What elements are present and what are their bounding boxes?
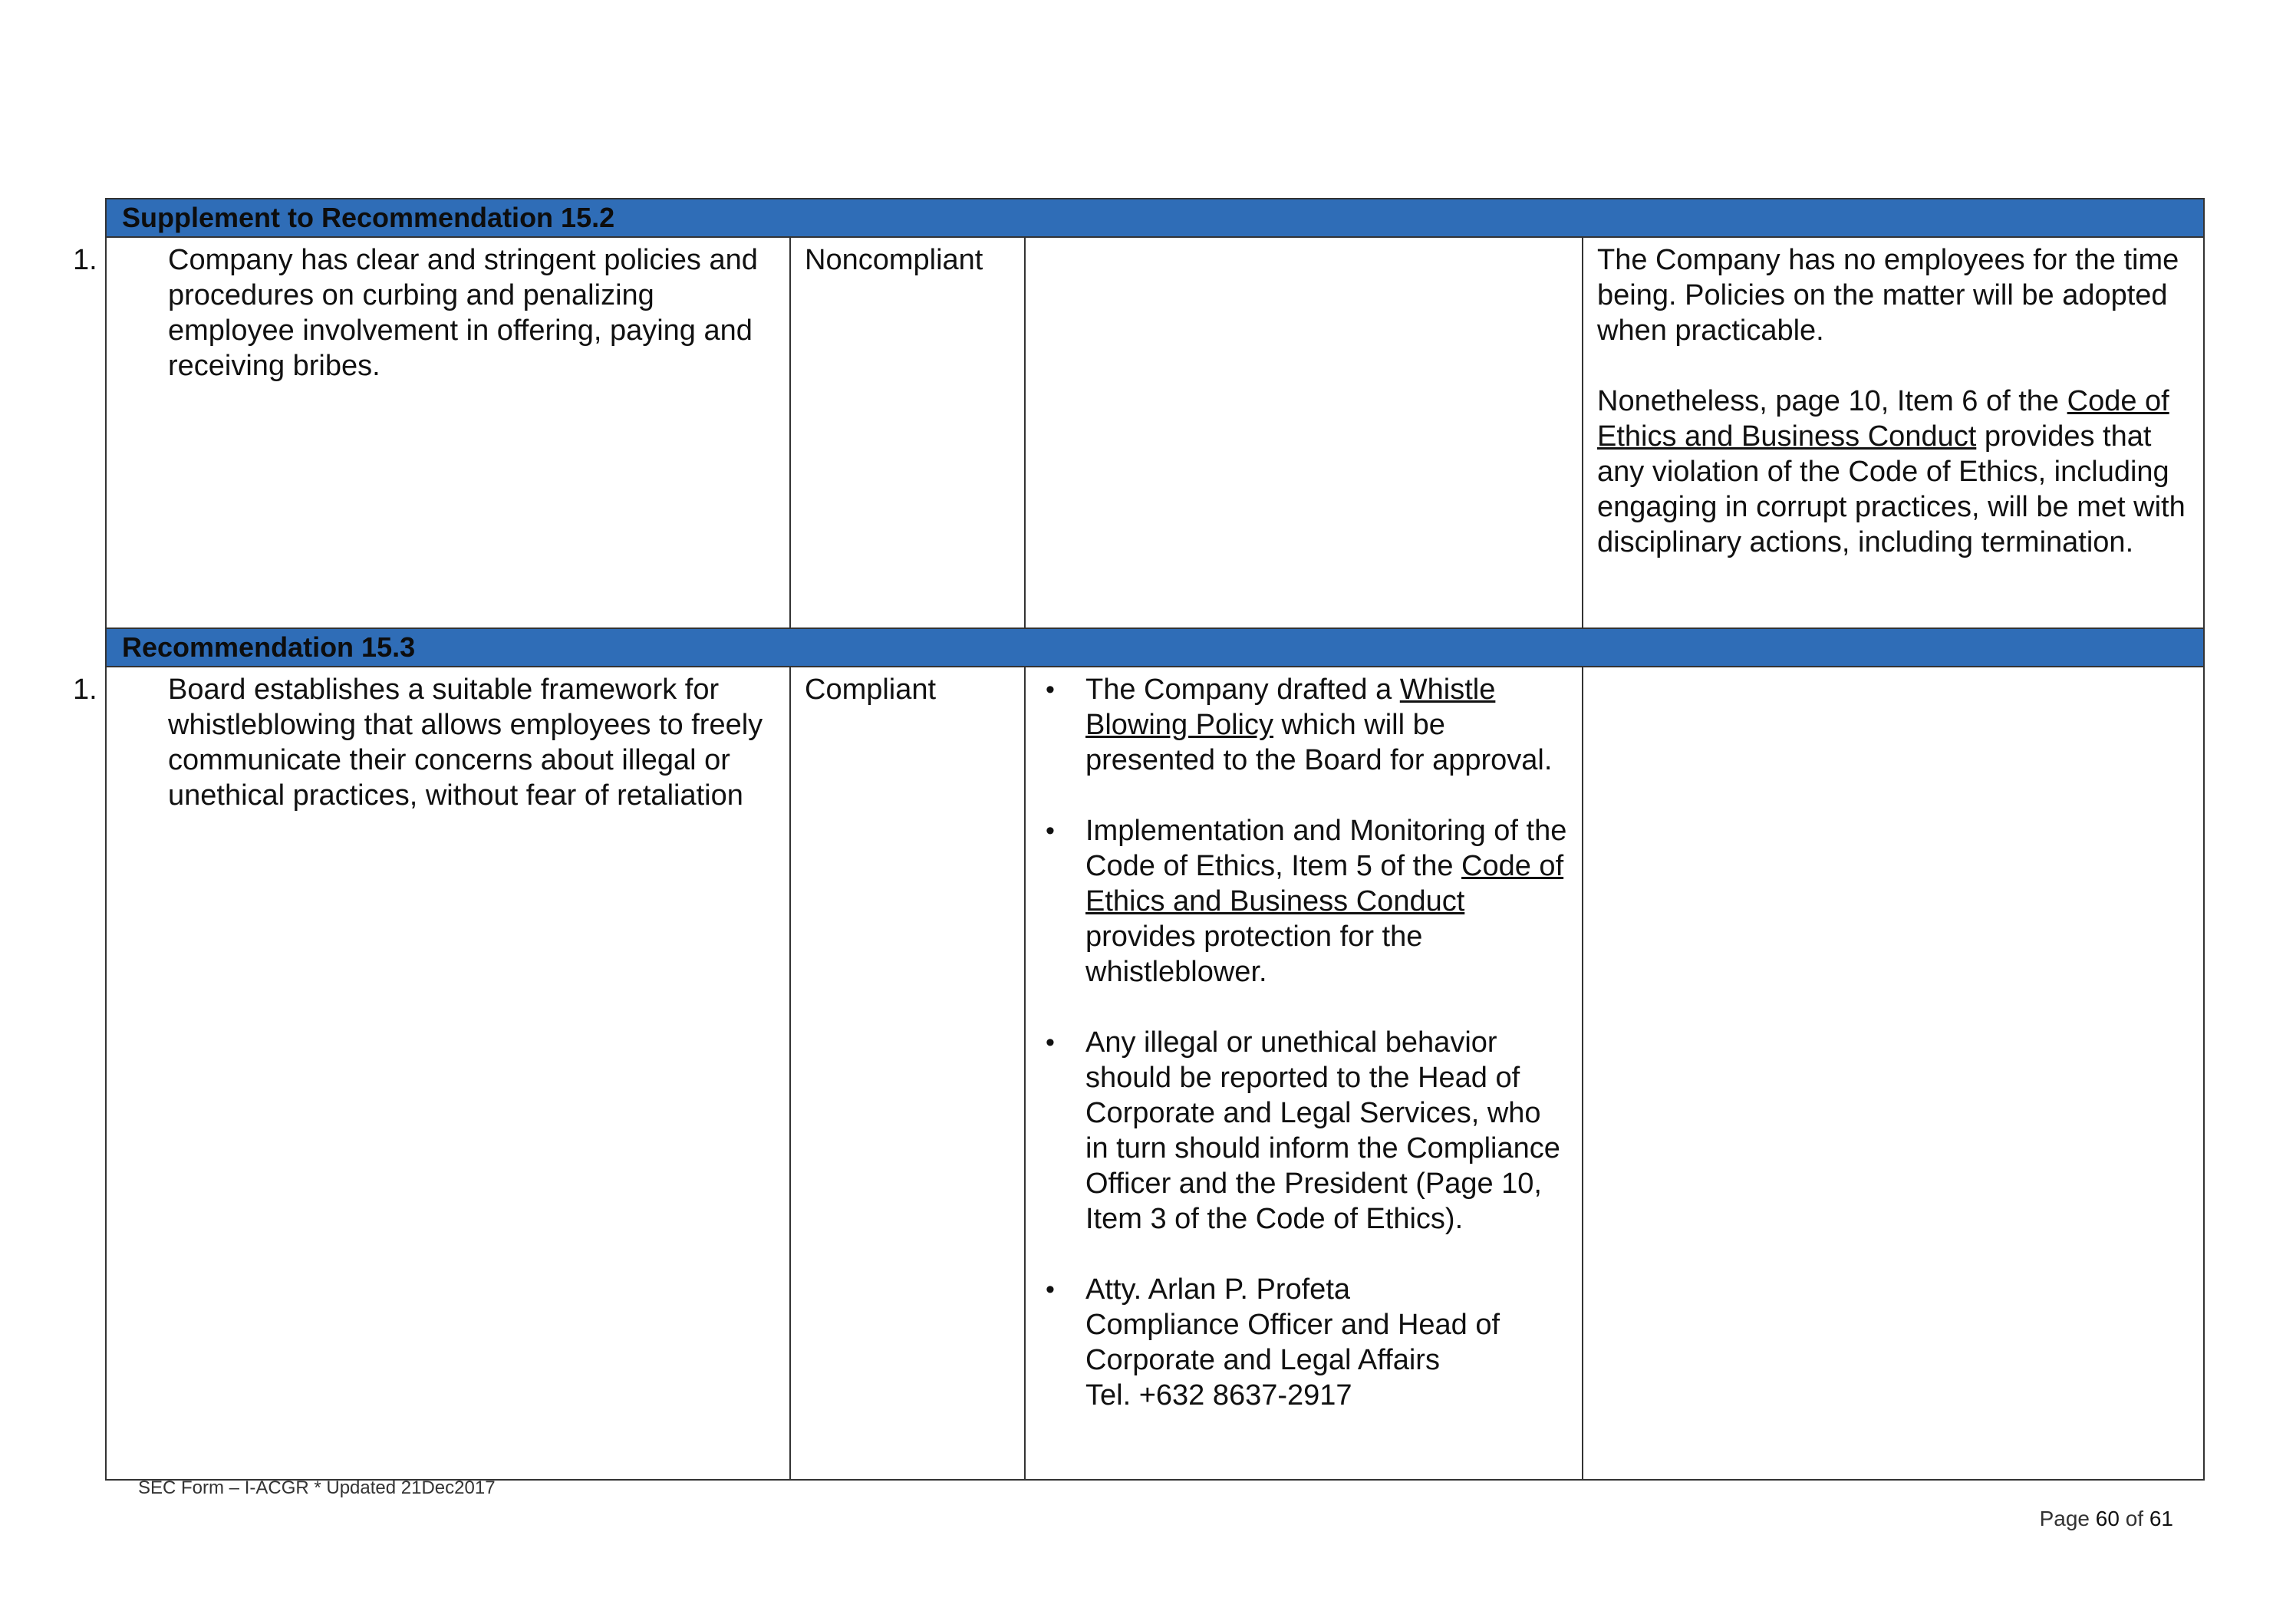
explanation-paragraph [1597, 384, 2189, 560]
acgr-table-page [73, 198, 2203, 1481]
explanation-text: provides that any violation of the Code of Ethics, including engaging in corrupt practices, will be met with disciplinary actions, including termination. [1597, 420, 2186, 558]
page-number [2040, 1507, 2173, 1531]
code-of-ethics-link[interactable]: Code of Ethics and Business Conduct [1085, 850, 1564, 917]
item-number: 1. [73, 244, 97, 276]
item-number: 1. [73, 674, 97, 706]
page-label: Page [2039, 1507, 2096, 1530]
bullet-text: The Company drafted a [1085, 674, 1400, 706]
list-item [1039, 672, 1568, 778]
list-item [1039, 1272, 1568, 1413]
details-list [1039, 672, 1568, 1413]
status-cell: Noncompliant [790, 237, 1025, 628]
contact-name: • Atty. Arlan P. Profeta [1085, 1273, 1351, 1306]
page-current: 60 [2095, 1507, 2120, 1530]
section-header-row [106, 628, 2204, 667]
details-cell [1025, 237, 1583, 628]
explanation-cell [1583, 237, 2204, 628]
section-header-row [106, 199, 2204, 237]
list-item [1039, 813, 1568, 990]
explanation-cell [1583, 667, 2204, 1480]
table-row [106, 237, 2204, 628]
contact-title: Compliance Officer and Head of Corporate and Legal Affairs [1085, 1309, 1500, 1376]
section-heading: Supplement to Recommendation 15.2 [106, 199, 2204, 237]
contact-phone: Tel. +632 8637-2917 [1085, 1379, 1352, 1412]
details-cell [1025, 667, 1583, 1480]
whistle-blowing-policy-link[interactable]: Whistle Blowing Policy [1085, 674, 1496, 741]
recommendation-cell [73, 667, 790, 1480]
bullet-text: Implementation and Monitoring of the Code of Ethics, Item 5 of the [1085, 815, 1567, 882]
explanation-paragraph: The Company has no employees for the time being. Policies on the matter will be adopted when practicable. [1597, 244, 2179, 347]
section-heading: Recommendation 15.3 [106, 628, 2204, 667]
form-footer: SEC Form – I-ACGR * Updated 21Dec2017 [138, 1477, 496, 1498]
page-total: 61 [2149, 1507, 2173, 1530]
table-row [106, 667, 2204, 1480]
recommendation-text: Company has clear and stringent policies and procedures on curbing and penalizing employee involvement in offering, paying and receiving bribes. [168, 244, 758, 382]
page-of-label: of [2119, 1507, 2149, 1530]
bullet-text: provides protection for the whistleblower. [1085, 921, 1423, 988]
compliance-table [73, 198, 2205, 1481]
recommendation-cell [73, 237, 790, 628]
bullet-text: which will be presented to the Board for approval. [1085, 709, 1553, 776]
status-cell: Compliant [790, 667, 1025, 1480]
recommendation-text: Board establishes a suitable framework for whistleblowing that allows employees to freely communicate their concerns about illegal or unethical practices, without fear of retaliation [168, 674, 763, 812]
explanation-text: Nonetheless, page 10, Item 6 of the [1597, 385, 2067, 417]
list-item: • Any illegal or unethical behavior should be reported to the Head of Corporate and Legal Services, who in turn should inform the Compliance Officer and the President (Page 10, Item 3 of the Code of Ethics). [1039, 1025, 1568, 1237]
code-of-ethics-link[interactable]: Code of Ethics and Business Conduct [1597, 385, 2169, 453]
